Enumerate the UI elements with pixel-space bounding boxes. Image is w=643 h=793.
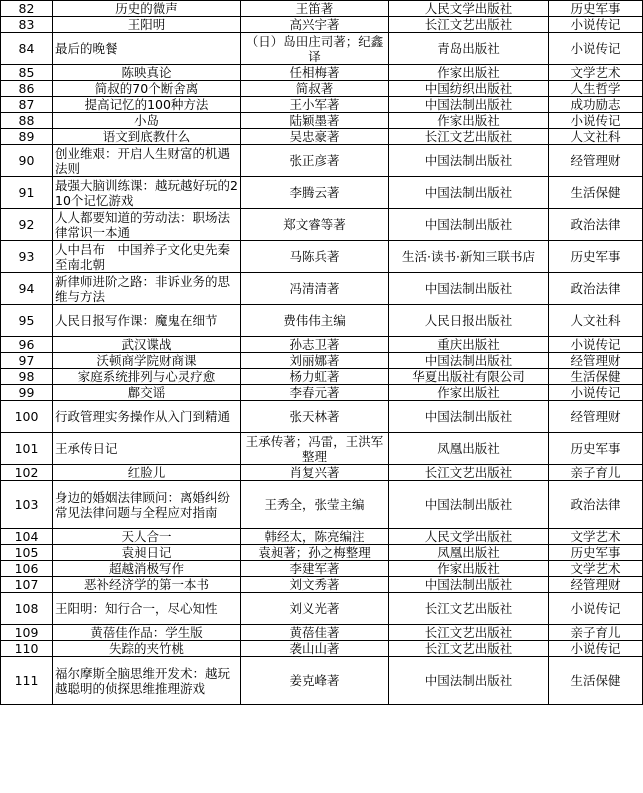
table-row — [1, 401, 643, 433]
book-number-cell: 87 — [1, 97, 53, 113]
book-number-cell: 107 — [1, 577, 53, 593]
book-number-cell: 88 — [1, 113, 53, 129]
book-category-cell: 历史军事 — [549, 433, 643, 465]
book-title-cell: 武汉谍战 — [53, 337, 241, 353]
book-author-cell: 吴忠豪著 — [241, 129, 389, 145]
book-publisher-cell: 中国纺织出版社 — [389, 81, 549, 97]
book-title-cell: 历史的微声 — [53, 1, 241, 17]
book-publisher-cell: 中国法制出版社 — [389, 273, 549, 305]
book-category-cell: 小说传记 — [549, 593, 643, 625]
book-category-cell: 经管理财 — [549, 145, 643, 177]
book-title-cell: 沃顿商学院财商课 — [53, 353, 241, 369]
book-publisher-cell: 中国法制出版社 — [389, 481, 549, 529]
book-title-cell: 最后的晚餐 — [53, 33, 241, 65]
book-number-cell: 104 — [1, 529, 53, 545]
book-category-cell: 文学艺术 — [549, 529, 643, 545]
table-row — [1, 273, 643, 305]
book-category-cell: 文学艺术 — [549, 561, 643, 577]
book-author-cell: 冯清清著 — [241, 273, 389, 305]
book-number-cell: 84 — [1, 33, 53, 65]
book-number-cell: 97 — [1, 353, 53, 369]
book-number-cell: 89 — [1, 129, 53, 145]
book-category-cell: 文学艺术 — [549, 65, 643, 81]
book-number-cell: 103 — [1, 481, 53, 529]
book-title-cell: 超越消极写作 — [53, 561, 241, 577]
table-row — [1, 177, 643, 209]
book-author-cell: 姜克峰著 — [241, 657, 389, 705]
book-publisher-cell: 中国法制出版社 — [389, 209, 549, 241]
book-number-cell: 86 — [1, 81, 53, 97]
table-row — [1, 385, 643, 401]
book-publisher-cell: 人民文学出版社 — [389, 529, 549, 545]
table-row — [1, 641, 643, 657]
table-row — [1, 145, 643, 177]
book-publisher-cell: 人民文学出版社 — [389, 1, 549, 17]
book-number-cell: 102 — [1, 465, 53, 481]
table-row — [1, 65, 643, 81]
book-author-cell: 张正彦著 — [241, 145, 389, 177]
book-publisher-cell: 作家出版社 — [389, 385, 549, 401]
book-author-cell: 王笛著 — [241, 1, 389, 17]
book-author-cell: 郑文睿等著 — [241, 209, 389, 241]
book-publisher-cell: 长江文艺出版社 — [389, 17, 549, 33]
book-author-cell: 袁昶著；孙之梅整理 — [241, 545, 389, 561]
book-author-cell: 马陈兵著 — [241, 241, 389, 273]
book-author-cell: 高兴宇著 — [241, 17, 389, 33]
book-author-cell: 韩经太，陈亮编注 — [241, 529, 389, 545]
book-author-cell: （日）岛田庄司著；纪鑫译 — [241, 33, 389, 65]
book-number-cell: 90 — [1, 145, 53, 177]
book-title-cell: 新律师进阶之路：非诉业务的思维与方法 — [53, 273, 241, 305]
book-number-cell: 111 — [1, 657, 53, 705]
book-title-cell: 黄蓓佳作品：学生版 — [53, 625, 241, 641]
book-publisher-cell: 作家出版社 — [389, 65, 549, 81]
book-publisher-cell: 长江文艺出版社 — [389, 593, 549, 625]
book-title-cell: 恶补经济学的第一本书 — [53, 577, 241, 593]
book-author-cell: 王承传著；冯雷，王洪军整理 — [241, 433, 389, 465]
book-number-cell: 85 — [1, 65, 53, 81]
book-number-cell: 83 — [1, 17, 53, 33]
book-publisher-cell: 青岛出版社 — [389, 33, 549, 65]
book-title-cell: 王阳明：知行合一，尽心知性 — [53, 593, 241, 625]
book-title-cell: 红脸儿 — [53, 465, 241, 481]
table-row — [1, 561, 643, 577]
book-publisher-cell: 中国法制出版社 — [389, 657, 549, 705]
book-author-cell: 刘丽娜著 — [241, 353, 389, 369]
book-author-cell: 肖复兴著 — [241, 465, 389, 481]
book-publisher-cell: 中国法制出版社 — [389, 577, 549, 593]
book-author-cell: 李建军著 — [241, 561, 389, 577]
book-category-cell: 人文社科 — [549, 129, 643, 145]
book-category-cell: 小说传记 — [549, 385, 643, 401]
book-publisher-cell: 作家出版社 — [389, 113, 549, 129]
book-title-cell: 人人都要知道的劳动法：职场法律常识一本通 — [53, 209, 241, 241]
book-category-cell: 亲子育儿 — [549, 625, 643, 641]
book-title-cell: 行政管理实务操作从入门到精通 — [53, 401, 241, 433]
book-author-cell: 刘文秀著 — [241, 577, 389, 593]
book-title-cell: 天人合一 — [53, 529, 241, 545]
book-title-cell: 提高记忆的100种方法 — [53, 97, 241, 113]
book-title-cell: 家庭系统排列与心灵疗愈 — [53, 369, 241, 385]
table-row — [1, 17, 643, 33]
book-publisher-cell: 长江文艺出版社 — [389, 641, 549, 657]
book-title-cell: 袁昶日记 — [53, 545, 241, 561]
book-category-cell: 历史军事 — [549, 1, 643, 17]
book-author-cell: 黄蓓佳著 — [241, 625, 389, 641]
book-category-cell: 生活保健 — [549, 369, 643, 385]
book-author-cell: 张天林著 — [241, 401, 389, 433]
book-category-cell: 政治法律 — [549, 209, 643, 241]
book-number-cell: 100 — [1, 401, 53, 433]
book-category-cell: 小说传记 — [549, 17, 643, 33]
book-author-cell: 王秀全，张莹主编 — [241, 481, 389, 529]
book-author-cell: 孙志卫著 — [241, 337, 389, 353]
book-number-cell: 108 — [1, 593, 53, 625]
book-number-cell: 96 — [1, 337, 53, 353]
book-publisher-cell: 长江文艺出版社 — [389, 625, 549, 641]
table-row — [1, 33, 643, 65]
table-row — [1, 369, 643, 385]
book-title-cell: 语文到底教什么 — [53, 129, 241, 145]
table-row — [1, 465, 643, 481]
book-publisher-cell: 中国法制出版社 — [389, 145, 549, 177]
book-number-cell: 106 — [1, 561, 53, 577]
book-publisher-cell: 作家出版社 — [389, 561, 549, 577]
book-category-cell: 人生哲学 — [549, 81, 643, 97]
book-number-cell: 93 — [1, 241, 53, 273]
book-author-cell: 李春元著 — [241, 385, 389, 401]
book-author-cell: 费伟伟主编 — [241, 305, 389, 337]
book-publisher-cell: 凤凰出版社 — [389, 433, 549, 465]
book-publisher-cell: 生活·读书·新知三联书店 — [389, 241, 549, 273]
book-publisher-cell: 华夏出版社有限公司 — [389, 369, 549, 385]
table-row — [1, 97, 643, 113]
book-number-cell: 109 — [1, 625, 53, 641]
book-category-cell: 人文社科 — [549, 305, 643, 337]
book-number-cell: 101 — [1, 433, 53, 465]
table-row — [1, 1, 643, 17]
book-category-cell: 小说传记 — [549, 337, 643, 353]
book-category-cell: 生活保健 — [549, 657, 643, 705]
book-category-cell: 经管理财 — [549, 577, 643, 593]
book-title-cell: 鄜交谣 — [53, 385, 241, 401]
table-row — [1, 593, 643, 625]
book-publisher-cell: 重庆出版社 — [389, 337, 549, 353]
table-row — [1, 129, 643, 145]
table-row — [1, 241, 643, 273]
table-row — [1, 481, 643, 529]
book-author-cell: 王小军著 — [241, 97, 389, 113]
book-number-cell: 95 — [1, 305, 53, 337]
book-publisher-cell: 中国法制出版社 — [389, 97, 549, 113]
book-title-cell: 人民日报写作课：魔鬼在细节 — [53, 305, 241, 337]
book-author-cell: 李腾云著 — [241, 177, 389, 209]
book-title-cell: 失踪的夹竹桃 — [53, 641, 241, 657]
book-category-cell: 政治法律 — [549, 273, 643, 305]
book-category-cell: 小说传记 — [549, 33, 643, 65]
book-title-cell: 王承传日记 — [53, 433, 241, 465]
book-publisher-cell: 中国法制出版社 — [389, 353, 549, 369]
book-list-body — [1, 1, 643, 705]
table-row — [1, 81, 643, 97]
book-category-cell: 经管理财 — [549, 401, 643, 433]
book-publisher-cell: 长江文艺出版社 — [389, 129, 549, 145]
book-title-cell: 陈映真论 — [53, 65, 241, 81]
table-row — [1, 625, 643, 641]
book-category-cell: 历史军事 — [549, 545, 643, 561]
table-row — [1, 577, 643, 593]
table-row — [1, 657, 643, 705]
book-category-cell: 历史军事 — [549, 241, 643, 273]
book-publisher-cell: 凤凰出版社 — [389, 545, 549, 561]
table-row — [1, 529, 643, 545]
book-author-cell: 杨力虹著 — [241, 369, 389, 385]
book-title-cell: 创业维艰：开启人生财富的机遇法则 — [53, 145, 241, 177]
book-author-cell: 陆颖墨著 — [241, 113, 389, 129]
book-category-cell: 政治法律 — [549, 481, 643, 529]
table-row — [1, 433, 643, 465]
book-author-cell: 任相梅著 — [241, 65, 389, 81]
book-category-cell: 经管理财 — [549, 353, 643, 369]
book-author-cell: 简叔著 — [241, 81, 389, 97]
book-publisher-cell: 中国法制出版社 — [389, 177, 549, 209]
book-title-cell: 福尔摩斯全脑思维开发术：越玩越聪明的侦探思维推理游戏 — [53, 657, 241, 705]
book-title-cell: 小岛 — [53, 113, 241, 129]
book-publisher-cell: 中国法制出版社 — [389, 401, 549, 433]
table-row — [1, 305, 643, 337]
book-number-cell: 92 — [1, 209, 53, 241]
book-category-cell: 亲子育儿 — [549, 465, 643, 481]
table-row — [1, 337, 643, 353]
book-number-cell: 99 — [1, 385, 53, 401]
book-number-cell: 91 — [1, 177, 53, 209]
book-number-cell: 110 — [1, 641, 53, 657]
book-title-cell: 人中吕布 中国养子文化史先秦至南北朝 — [53, 241, 241, 273]
table-row — [1, 209, 643, 241]
book-author-cell: 袭山山著 — [241, 641, 389, 657]
book-number-cell: 105 — [1, 545, 53, 561]
table-row — [1, 545, 643, 561]
book-number-cell: 82 — [1, 1, 53, 17]
book-title-cell: 身边的婚姻法律顾问：离婚纠纷常见法律问题与全程应对指南 — [53, 481, 241, 529]
book-number-cell: 94 — [1, 273, 53, 305]
table-row — [1, 113, 643, 129]
book-title-cell: 王阳明 — [53, 17, 241, 33]
book-category-cell: 小说传记 — [549, 113, 643, 129]
book-author-cell: 刘义光著 — [241, 593, 389, 625]
table-row — [1, 353, 643, 369]
book-category-cell: 小说传记 — [549, 641, 643, 657]
book-category-cell: 生活保健 — [549, 177, 643, 209]
book-publisher-cell: 人民日报出版社 — [389, 305, 549, 337]
book-publisher-cell: 长江文艺出版社 — [389, 465, 549, 481]
book-title-cell: 简叔的70个断舍离 — [53, 81, 241, 97]
book-title-cell: 最强大脑训练课：越玩越好玩的210个记忆游戏 — [53, 177, 241, 209]
book-number-cell: 98 — [1, 369, 53, 385]
book-category-cell: 成功励志 — [549, 97, 643, 113]
